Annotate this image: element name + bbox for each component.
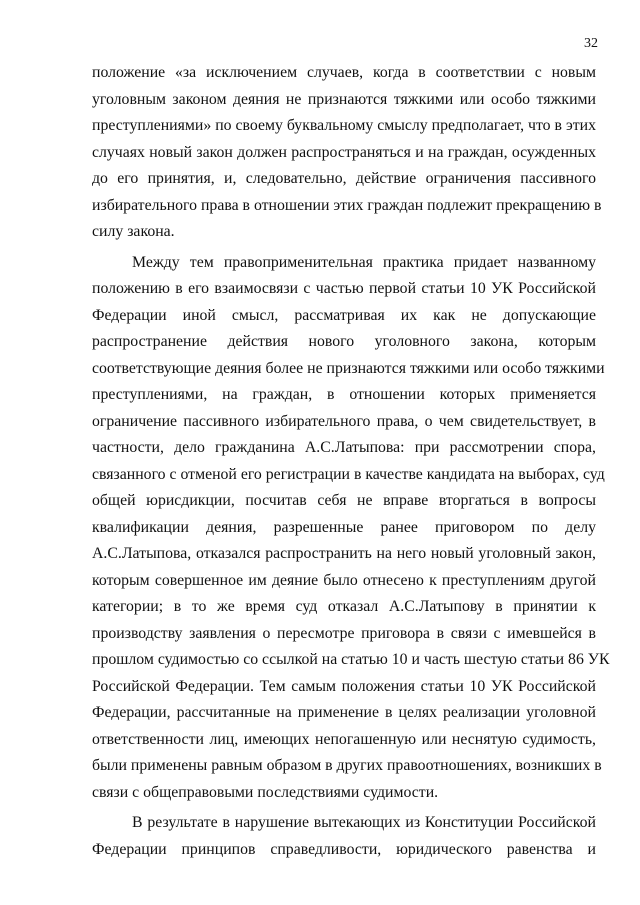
paragraph — [92, 810, 596, 863]
text-line: положение «за исключением случаев, когда в соответствии с новым — [92, 64, 596, 81]
text-line: связанного с отменой его регистрации в качестве кандидата на выборах, суд — [92, 465, 605, 483]
text-line: положению в его взаимосвязи с частью первой статьи 10 УК Российской — [92, 280, 596, 297]
text-line: соответствующие деяния более не признаются тяжкими или особо тяжкими — [92, 359, 605, 377]
page-number: 32 — [584, 36, 598, 51]
text-line: производству заявления о пересмотре приговора в связи с имевшейся в — [92, 624, 596, 642]
text-line: до его принятия, и, следовательно, действие ограничения пассивного — [92, 170, 596, 187]
paragraph — [92, 250, 610, 807]
text-line: ограничение пассивного избирательного права, о чем свидетельствует, в — [92, 412, 596, 430]
text-line: преступлениями» по своему буквальному смыслу предполагает, что в этих — [92, 117, 596, 134]
text-line: ответственности лиц, имеющих непогашенную или неснятую судимость, — [92, 730, 596, 748]
text-line: Федерации, рассчитанные на применение в целях реализации уголовной — [92, 704, 596, 721]
text-line: были применены равным образом в других правоотношениях, возникших в — [92, 757, 602, 774]
text-line: Между тем правоприменительная практика придает названному — [132, 253, 596, 271]
text-line: Федерации принципов справедливости, юридического равенства и — [92, 840, 596, 858]
body-text — [92, 60, 610, 863]
text-line: В результате в нарушение вытекающих из Конституции Российской — [132, 814, 596, 831]
text-line: преступлениями, на граждан, в отношении которых применяется — [92, 386, 596, 403]
text-line: которым совершенное им деяние было отнесено к преступлениям другой — [92, 571, 596, 589]
text-line: общей юрисдикции, посчитав себя не вправе вторгаться в вопросы — [92, 492, 596, 509]
text-line: категории; в то же время суд отказал А.С.Латыпову в принятии к — [92, 598, 596, 615]
text-line: избирательного права в отношении этих граждан подлежит прекращению в — [92, 196, 602, 214]
text-line: А.С.Латыпова, отказался распространить на него новый уголовный закон, — [92, 545, 596, 562]
text-line: Федерации иной смысл, рассматривая их как не допускающие — [92, 306, 596, 324]
text-line: прошлом судимостью со ссылкой на статью 10 и часть шестую статьи 86 УК — [92, 651, 610, 668]
text-line: квалификации деяния, разрешенные ранее приговором по делу — [92, 518, 596, 536]
text-line: случаях новый закон должен распространяться и на граждан, осужденных — [92, 143, 596, 161]
paragraph — [92, 60, 602, 246]
text-line: уголовным законом деяния не признаются тяжкими или особо тяжкими — [92, 90, 596, 108]
text-line: связи с общеправовыми последствиями судимости. — [92, 783, 439, 801]
text-line: Российской Федерации. Тем самым положения статьи 10 УК Российской — [92, 677, 596, 695]
text-line: частности, дело гражданина А.С.Латыпова: при рассмотрении спора, — [92, 439, 596, 456]
text-line: распространение действия нового уголовного закона, которым — [92, 333, 596, 350]
text-line: силу закона. — [92, 223, 175, 240]
